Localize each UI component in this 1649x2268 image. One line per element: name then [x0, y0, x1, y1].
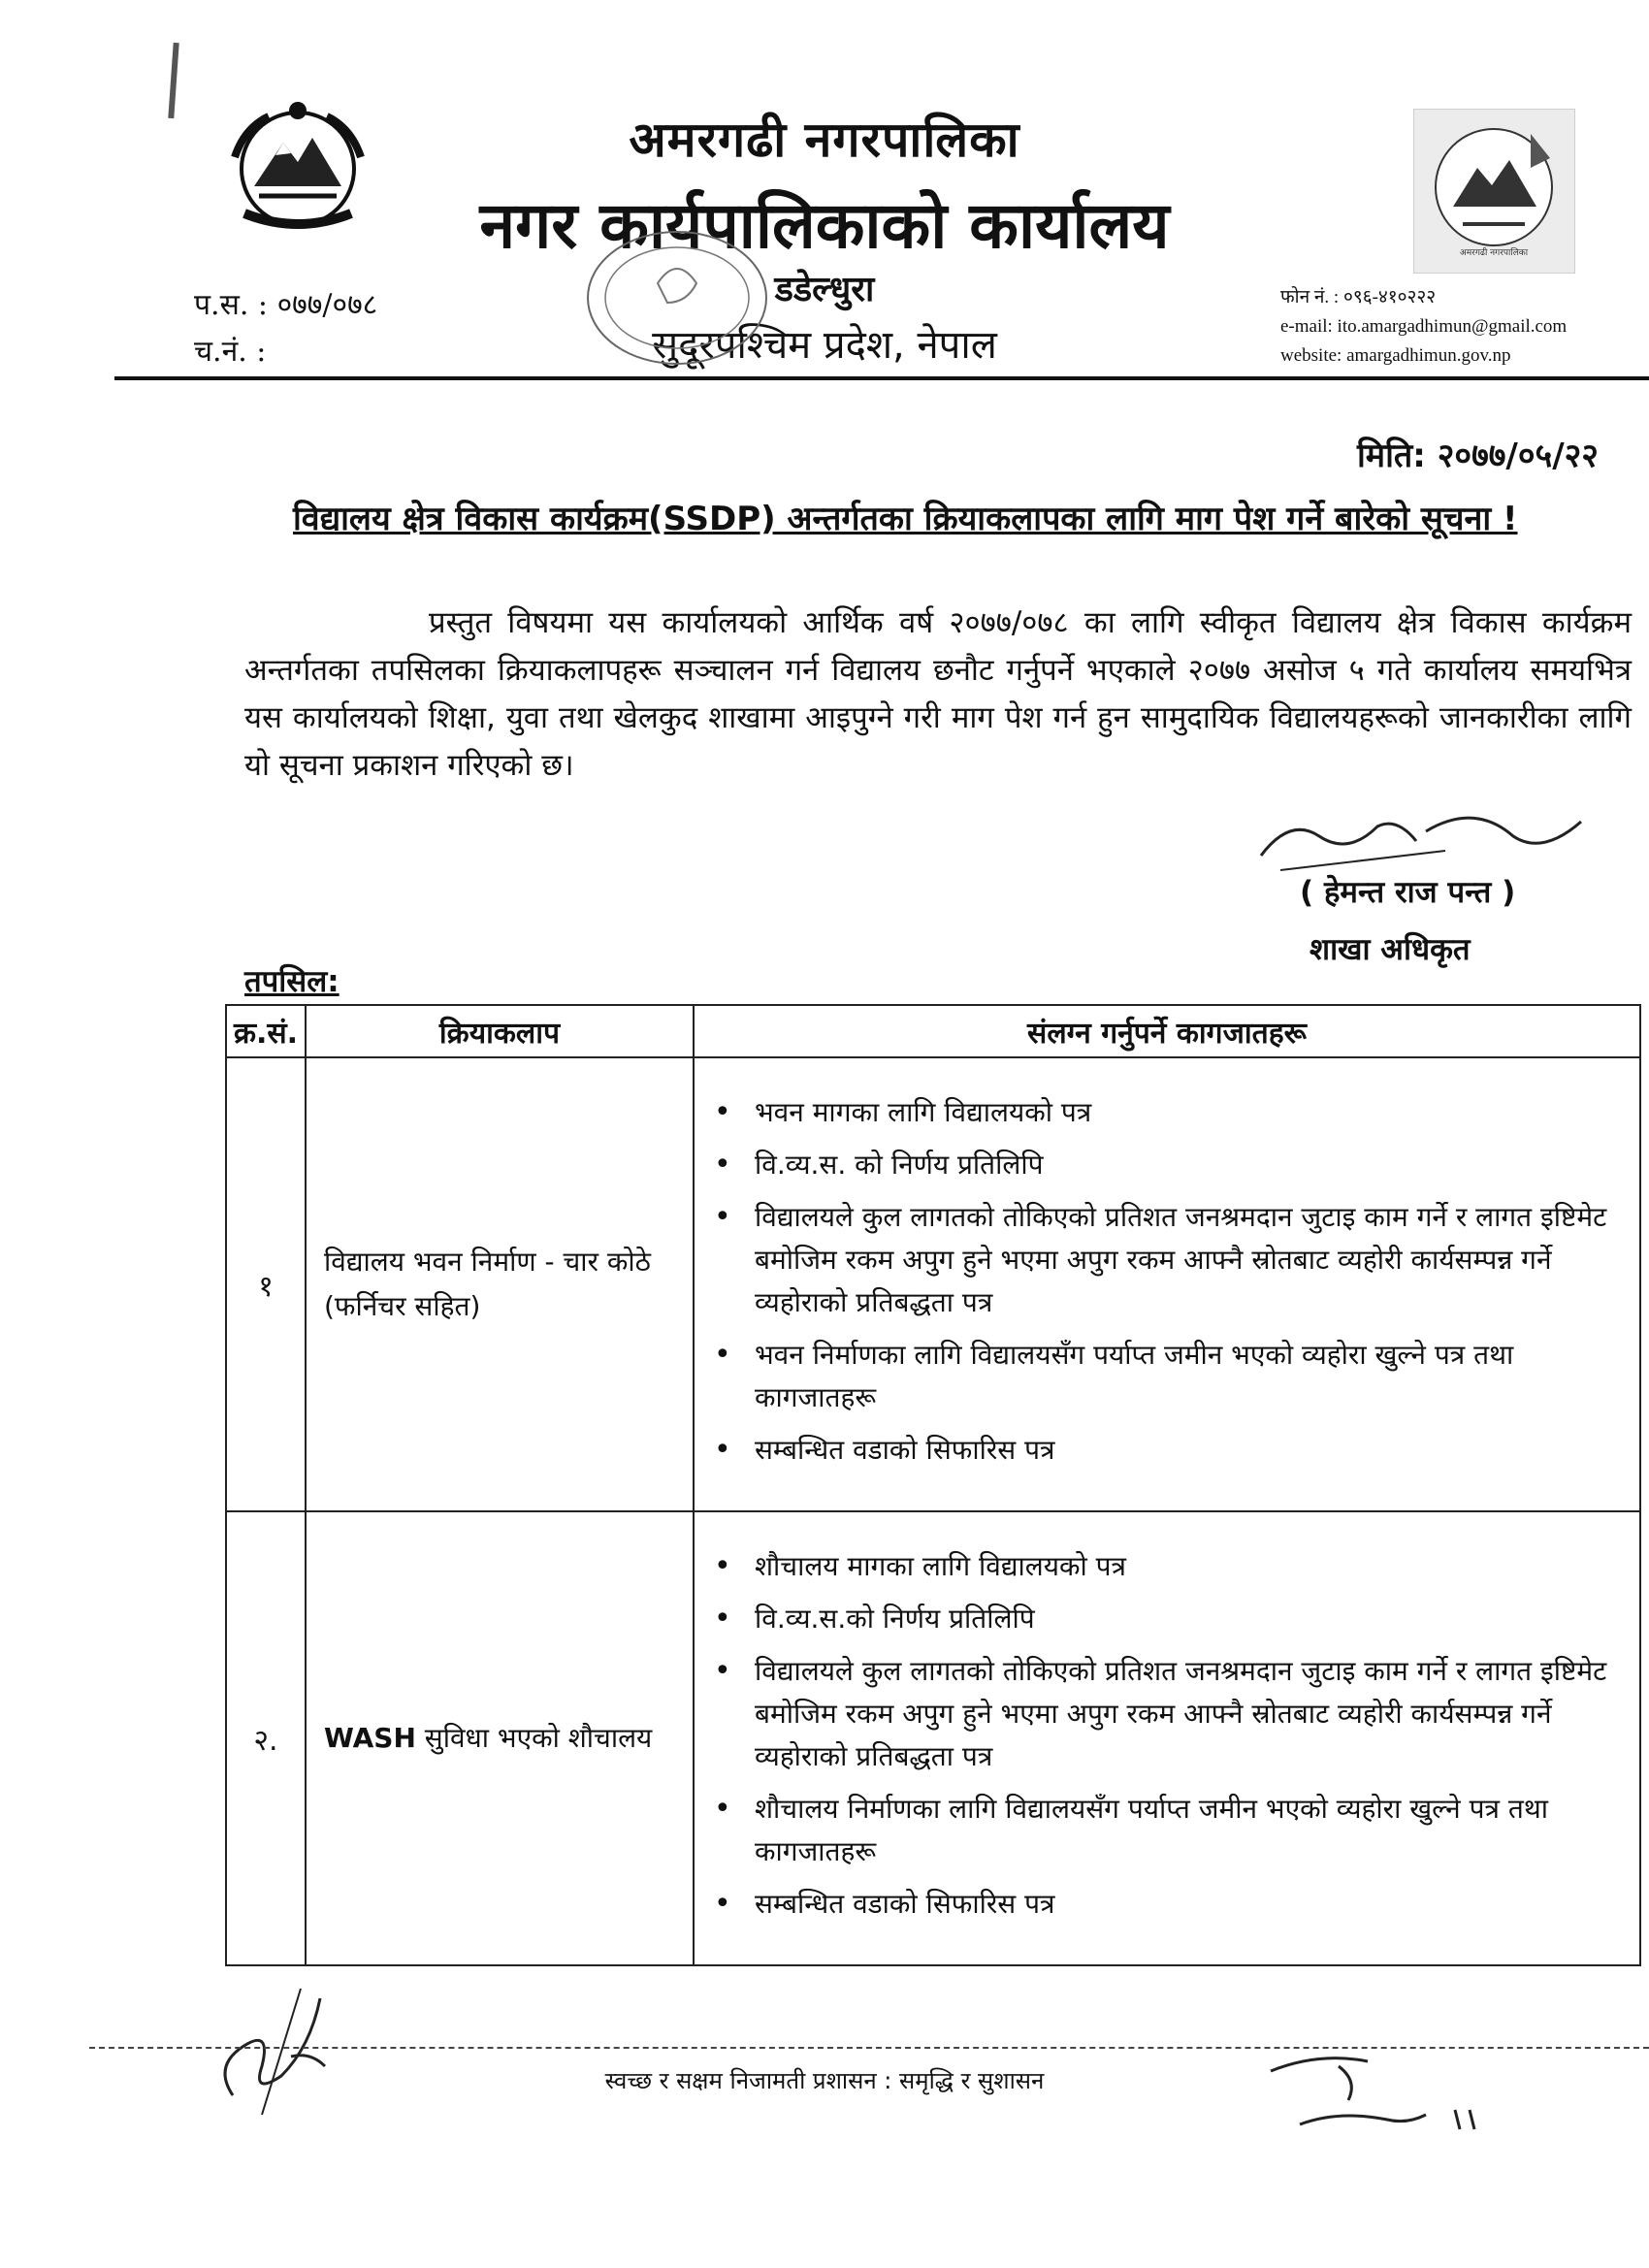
- list-item: • शौचालय मागका लागि विद्यालयको पत्र: [755, 1545, 1620, 1588]
- table-row: [226, 1057, 1640, 1511]
- footer-motto: स्वच्छ र सक्षम निजामती प्रशासन : समृद्धि र सुशासन: [604, 2067, 1045, 2094]
- list-item: • भवन मागका लागि विद्यालयको पत्र: [755, 1091, 1620, 1134]
- column-header-documents: संलग्न गर्नुपर्ने कागजातहरू: [694, 1005, 1640, 1057]
- row-serial: २.: [226, 1511, 306, 1965]
- phone-number: फोन नं. : ०९६-४१०२२२: [1280, 287, 1437, 308]
- list-item: • सम्बन्धित वडाको सिफारिस पत्र: [755, 1883, 1620, 1926]
- website-address: website: amargadhimun.gov.np: [1280, 345, 1511, 366]
- province-country: सुदूरपश्चिम प्रदेश, नेपाल: [652, 323, 997, 368]
- notice-subject: विद्यालय क्षेत्र विकास कार्यक्रम(SSDP) अन्तर्गतका क्रियाकलापका लागि माग पेश गर्ने बारेको सूचना !: [293, 500, 1518, 538]
- office-stamp-icon: [580, 225, 774, 371]
- list-item: • विद्यालयले कुल लागतको तोकिएको प्रतिशत जनश्रमदान जुटाइ काम गर्ने र लागत इष्टिमेट बमोजिम रकम अपुग हुने भएमा अपुग रकम आफ्नै स्रोतबाट व्यहोरी कार्यसम्पन्न गर्ने व्यहोराको प्रतिबद्धता पत्र: [755, 1196, 1620, 1324]
- email-address: e-mail: ito.amargadhimun@gmail.com: [1280, 316, 1568, 337]
- column-header-sn: क्र.सं.: [226, 1005, 306, 1057]
- municipality-logo: [1413, 109, 1575, 274]
- row-activity-bold: WASH: [324, 1722, 416, 1754]
- table-row: [226, 1511, 1640, 1965]
- list-item: • वि.व्य.स.को निर्णय प्रतिलिपि: [755, 1598, 1620, 1640]
- row-documents: [694, 1057, 1640, 1511]
- dispatch-number: च.नं. :: [194, 335, 267, 369]
- signatory-title: शाखा अधिकृत: [1310, 932, 1471, 967]
- column-header-activity: क्रियाकलाप: [306, 1005, 694, 1057]
- notice-body: प्रस्तुत विषयमा यस कार्यालयको आर्थिक वर्ष २०७७/०७८ का लागि स्वीकृत विद्यालय क्षेत्र विकास कार्यक्रम अन्तर्गतका तपसिलका क्रियाकलापहरू सञ्चालन गर्न विद्यालय छनौट गर्नुपर्ने भएकाले २०७७ असोज ५ गते कार्यालय समयभित्र यस कार्यालयको शिक्षा, युवा तथा खेलकुद शाखामा आइपुग्ने गरी माग पेश गर्न हुन सामुदायिक विद्यालयहरूको जानकारीका लागि यो सूचना प्रकाशन गरिएको छ।: [244, 605, 1632, 783]
- signatory-name: ( हेमन्त राज पन्त ): [1300, 875, 1516, 910]
- schedule-label: तपसिल:: [244, 964, 340, 999]
- office-name: नगर कार्यपालिकाको कार्यालय: [479, 188, 1170, 263]
- table-header-row: [226, 1005, 1640, 1057]
- reference-number: प.स. : ०७७/०७८: [194, 288, 378, 322]
- row-activity-text: सुविधा भएको शौचालय: [415, 1722, 653, 1754]
- list-item: • विद्यालयले कुल लागतको तोकिएको प्रतिशत जनश्रमदान जुटाइ काम गर्ने र लागत इष्टिमेट बमोजिम रकम अपुग हुने भएमा अपुग रकम आफ्नै स्रोतबाट व्यहोरी कार्यसम्पन्न गर्ने व्यहोराको प्रतिबद्धता पत्र: [755, 1650, 1620, 1778]
- schedule-table: [225, 1004, 1641, 1966]
- initial-signature-mark: [204, 1960, 359, 2124]
- list-item: • सम्बन्धित वडाको सिफारिस पत्र: [755, 1429, 1620, 1472]
- row-activity: [306, 1511, 694, 1965]
- row-documents: [694, 1511, 1640, 1965]
- district-name: डडेल्धुरा: [774, 270, 875, 309]
- svg-text:अमरगढी नगरपालिका: अमरगढी नगरपालिका: [1459, 248, 1529, 258]
- list-item: • वि.व्य.स. को निर्णय प्रतिलिपि: [755, 1144, 1620, 1186]
- row-activity: विद्यालय भवन निर्माण - चार कोठे (फर्निचर सहित): [306, 1057, 694, 1511]
- municipality-name: अमरगढी नगरपालिका: [629, 112, 1020, 168]
- document-date: मिति: २०७७/०५/२२: [1356, 437, 1599, 475]
- footer-initials-mark: [1261, 2032, 1513, 2139]
- row-serial: १: [226, 1057, 306, 1511]
- header-divider: [114, 376, 1649, 380]
- list-item: • भवन निर्माणका लागि विद्यालयसँग पर्याप्त जमीन भएको व्यहोरा खुल्ने पत्र तथा कागजातहरू: [755, 1334, 1620, 1419]
- list-item: • शौचालय निर्माणका लागि विद्यालयसँग पर्याप्त जमीन भएको व्यहोरा खुल्ने पत्र तथा कागजातहरू: [755, 1788, 1620, 1873]
